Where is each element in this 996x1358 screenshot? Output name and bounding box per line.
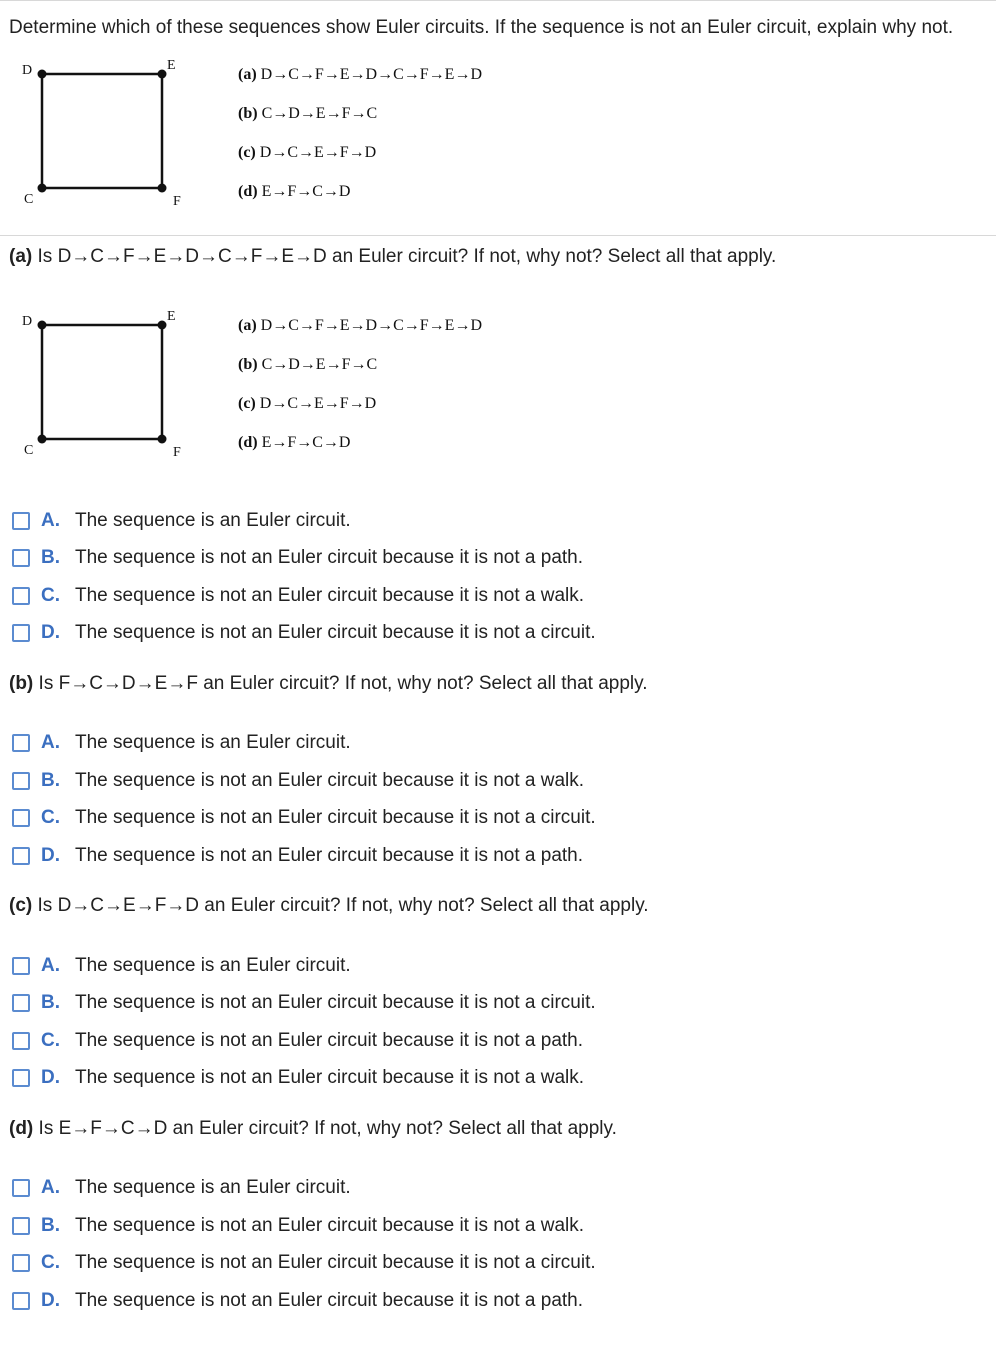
vertex-d bbox=[38, 321, 47, 330]
sequence-a: (a) D→C→F→E→D→C→F→E→D bbox=[238, 66, 483, 83]
section-divider bbox=[0, 235, 996, 236]
sequence-c: (c) D→C→E→F→D bbox=[238, 144, 377, 161]
checkbox[interactable] bbox=[12, 734, 30, 752]
vertex-label-c: C bbox=[24, 443, 34, 458]
sequence-a: (a) D→C→F→E→D→C→F→E→D bbox=[238, 317, 483, 334]
sequence-c: (c) D→C→E→F→D bbox=[238, 395, 377, 412]
vertex-c bbox=[38, 184, 47, 193]
graph-figure-question-a bbox=[0, 306, 520, 460]
checkbox[interactable] bbox=[12, 1217, 30, 1235]
sequence-d: (d) E→F→C→D bbox=[238, 434, 351, 451]
checkbox[interactable] bbox=[12, 1292, 30, 1310]
vertex-label-d: D bbox=[22, 314, 33, 329]
vertex-label-e: E bbox=[167, 58, 176, 73]
question-d: (d) Is E→F→C→D an Euler circuit? If not, why not? Select all that apply. bbox=[9, 1118, 617, 1139]
checkbox[interactable] bbox=[12, 1032, 30, 1050]
vertex-label-f: F bbox=[173, 194, 181, 209]
vertex-label-e: E bbox=[167, 309, 176, 324]
sequence-b: (b) C→D→E→F→C bbox=[238, 356, 378, 373]
checkbox[interactable] bbox=[12, 994, 30, 1012]
vertex-c bbox=[38, 435, 47, 444]
sequence-d: (d) E→F→C→D bbox=[238, 183, 351, 200]
checkbox[interactable] bbox=[12, 624, 30, 642]
checkbox[interactable] bbox=[12, 1069, 30, 1087]
vertex-e bbox=[158, 70, 167, 79]
vertex-label-f: F bbox=[173, 445, 181, 460]
top-border bbox=[0, 0, 996, 1]
question-b: (b) Is F→C→D→E→F an Euler circuit? If not, why not? Select all that apply. bbox=[9, 673, 648, 694]
vertex-e bbox=[158, 321, 167, 330]
vertex-d bbox=[38, 70, 47, 79]
question-c: (c) Is D→C→E→F→D an Euler circuit? If not, why not? Select all that apply. bbox=[9, 895, 649, 916]
question-a: (a) Is D→C→F→E→D→C→F→E→D an Euler circuit? If not, why not? Select all that apply. bbox=[9, 246, 777, 267]
checkbox[interactable] bbox=[12, 512, 30, 530]
checkbox[interactable] bbox=[12, 1254, 30, 1272]
checkbox[interactable] bbox=[12, 549, 30, 567]
vertex-f bbox=[158, 435, 167, 444]
checkbox[interactable] bbox=[12, 772, 30, 790]
checkbox[interactable] bbox=[12, 587, 30, 605]
graph-figure-top bbox=[0, 55, 520, 209]
vertex-label-d: D bbox=[22, 63, 33, 78]
checkbox[interactable] bbox=[12, 957, 30, 975]
checkbox[interactable] bbox=[12, 847, 30, 865]
sequence-b: (b) C→D→E→F→C bbox=[238, 105, 378, 122]
checkbox[interactable] bbox=[12, 809, 30, 827]
vertex-label-c: C bbox=[24, 192, 34, 207]
intro-text: Determine which of these sequences show Euler circuits. If the sequence is not an Euler circuit, explain why not. bbox=[9, 17, 954, 38]
vertex-f bbox=[158, 184, 167, 193]
checkbox[interactable] bbox=[12, 1179, 30, 1197]
